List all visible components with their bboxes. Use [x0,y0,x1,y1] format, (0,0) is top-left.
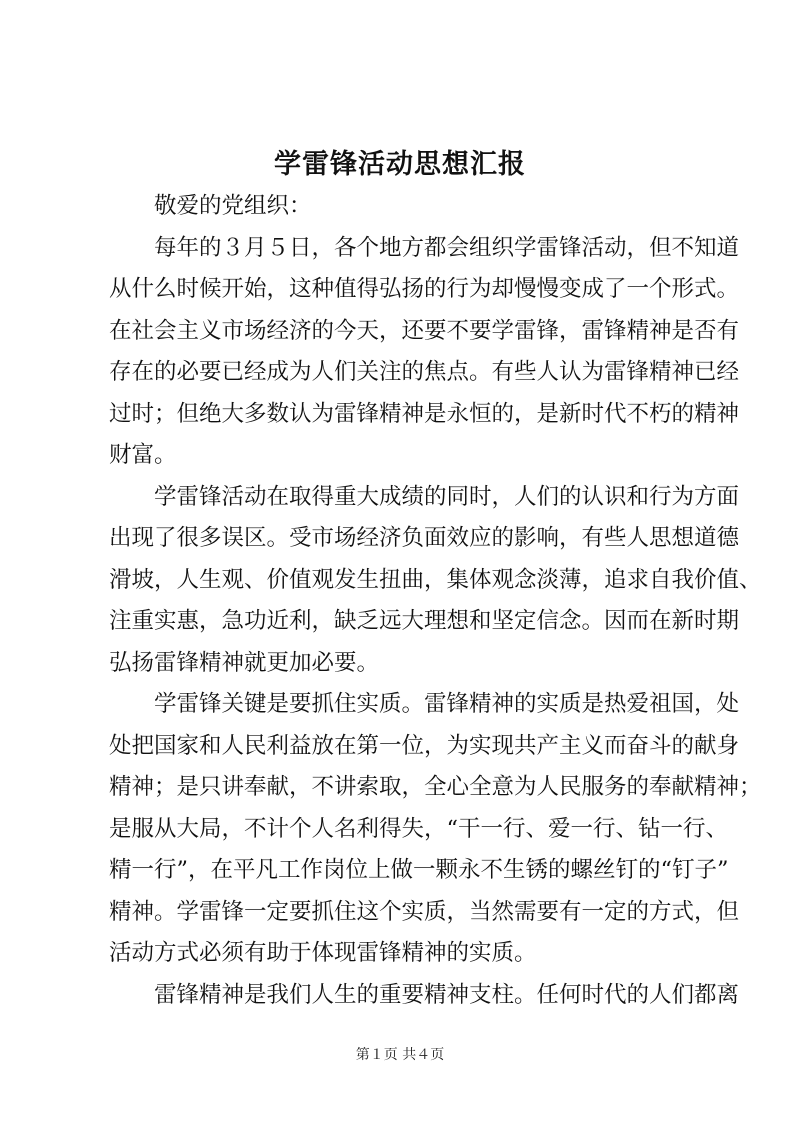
salutation [109,186,709,228]
paragraph-4 [109,975,740,1017]
text-line: 存在的必要已经成为人们关注的焦点。有些人认为雷锋精神已经 [109,359,740,385]
paragraph-3 [109,684,762,975]
text-line: 学雷锋活动在取得重大成绩的同时，人们的认识和行为方面 [154,483,740,510]
text-line: 财富。 [109,442,177,468]
text-line: 是服从大局，不计个人名利得失，“干一行、爱一行、钻一行、 [109,815,729,842]
text-line: 注重实惠，急功近利，缺乏远大理想和坚定信念。因而在新时期 [109,608,740,634]
text-line: 处把国家和人民利益放在第一位，为实现共产主义而奋斗的献身 [109,732,740,759]
text-line: 敬爱的党组织： [154,193,312,219]
document-title: 学雷锋活动思想汇报 [274,149,526,180]
text-line: 精神；是只讲奉献，不讲索取，全心全意为人民服务的奉献精神； [109,774,762,800]
text-line: 雷锋精神是我们人生的重要精神支柱。任何时代的人们都离 [154,981,740,1008]
paragraph-1 [109,228,740,477]
text-line: 在社会主义市场经济的今天，还要不要学雷锋，雷锋精神是否有 [109,317,740,344]
text-line: 精神。学雷锋一定要抓住这个实质，当然需要有一定的方式，但 [109,898,740,925]
text-line: 滑坡，人生观、价值观发生扭曲，集体观念淡薄，追求自我价值、 [109,566,762,593]
text-line: 学雷锋关键是要抓住实质。雷锋精神的实质是热爱祖国，处 [154,691,740,717]
text-line: 弘扬雷锋精神就更加必要。 [109,649,380,676]
page-footer: 第１页 共４页 [355,1047,445,1063]
text-line: 每年的３月５日，各个地方都会组织学雷锋活动，但不知道 [154,234,740,261]
text-line: 出现了很多误区。受市场经济负面效应的影响，有些人思想道德 [109,525,740,551]
document-body [109,186,762,1016]
text-line: 精一行”，在平凡工作岗位上做一颗永不生锈的螺丝钉的“钉子” [109,857,729,883]
text-line: 过时；但绝大多数认为雷锋精神是永恒的，是新时代不朽的精神 [109,400,740,427]
text-line: 活动方式必须有助于体现雷锋精神的实质。 [109,940,537,966]
text-line: 从什么时候开始，这种值得弘扬的行为却慢慢变成了一个形式。 [109,276,740,302]
paragraph-2 [109,477,762,685]
